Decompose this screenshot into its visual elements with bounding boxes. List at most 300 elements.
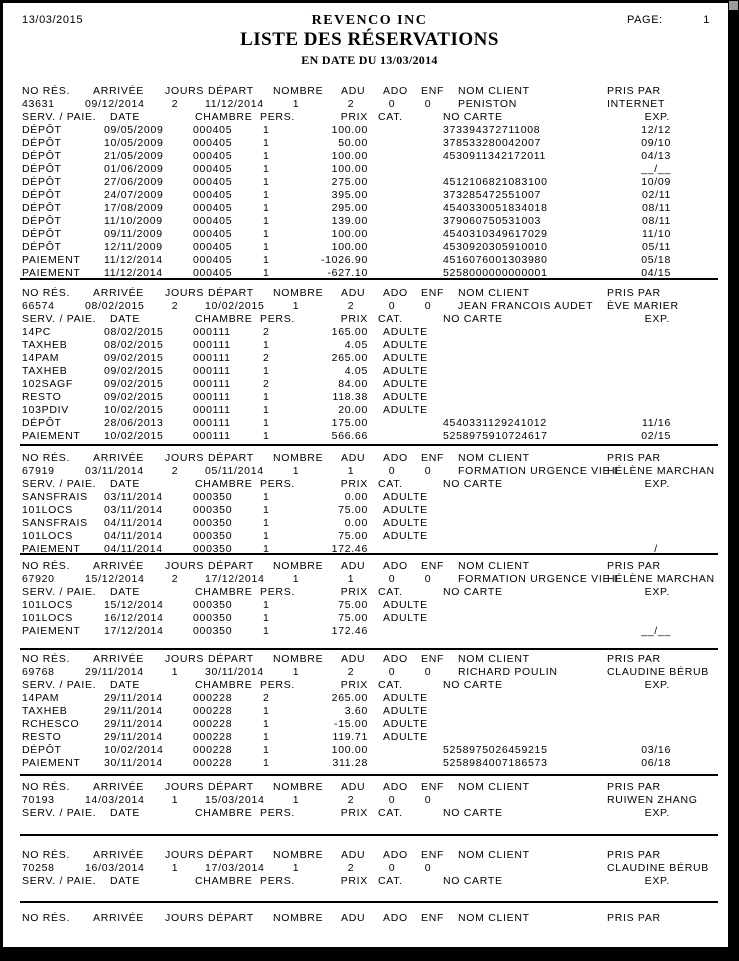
column-header-reservation-pris-par: PRIS PAR xyxy=(607,452,661,464)
column-header-reservation-nom-client: NOM CLIENT xyxy=(458,452,530,464)
detail-row-pers: 1 xyxy=(263,150,270,162)
detail-row-date: 10/02/2015 xyxy=(104,430,164,442)
column-header-detail-date: DATE xyxy=(110,313,141,325)
detail-row-exp: 02/11 xyxy=(642,189,671,201)
column-header-reservation-depart: DÉPART xyxy=(208,849,254,861)
detail-row-no-carte: 4540330051834018 xyxy=(443,202,548,214)
detail-row-no-carte: 378533280042007 xyxy=(443,137,542,149)
column-header-reservation-depart: DÉPART xyxy=(208,85,254,97)
reservation-row-pris-par: CLAUDINE BÉRUB xyxy=(607,666,709,678)
detail-row xyxy=(0,625,739,638)
column-header-detail-serv: SERV. / PAIE. xyxy=(22,807,97,819)
detail-row-prix: 84.00 xyxy=(338,378,368,390)
detail-row-chambre: 000350 xyxy=(193,517,233,529)
detail-row-exp: 11/16 xyxy=(642,417,671,429)
detail-row-prix: -1026.90 xyxy=(320,254,368,266)
detail-row-cat: ADULTE xyxy=(383,491,428,503)
column-header-detail-chambre: CHAMBRE xyxy=(195,586,253,598)
column-header-reservation-pris-par: PRIS PAR xyxy=(607,560,661,572)
detail-row xyxy=(0,228,739,241)
column-header-detail-prix: PRIX xyxy=(340,807,368,819)
column-header-reservation-enf: ENF xyxy=(421,781,445,793)
detail-row-pers: 1 xyxy=(263,625,270,637)
column-header-reservation-nombre: NOMBRE xyxy=(273,849,324,861)
detail-row-serv: 14PAM xyxy=(22,352,60,364)
detail-row xyxy=(0,241,739,254)
detail-row-date: 08/02/2015 xyxy=(104,326,164,338)
column-header-reservation-nombre: NOMBRE xyxy=(273,85,324,97)
detail-row-date: 27/06/2009 xyxy=(104,176,164,188)
detail-row-date: 09/11/2009 xyxy=(104,228,163,240)
column-header-reservation-nombre: NOMBRE xyxy=(273,287,324,299)
column-header-detail-chambre: CHAMBRE xyxy=(195,807,253,819)
column-header-detail-exp: EXP. xyxy=(644,111,670,123)
detail-row-serv: 101LOCS xyxy=(22,530,74,542)
reservation-row-nombre: 1 xyxy=(292,573,300,585)
detail-row-chambre: 000405 xyxy=(193,176,233,188)
reservation-row-pris-par: HÉLÈNE MARCHAN xyxy=(607,465,715,477)
detail-row-serv: 103PDIV xyxy=(22,404,69,416)
detail-row-chambre: 000111 xyxy=(193,339,231,351)
detail-row-no-carte: 373285472551007 xyxy=(443,189,542,201)
column-header-detail-chambre: CHAMBRE xyxy=(195,875,253,887)
block-separator xyxy=(20,901,718,903)
detail-row-exp: __/__ xyxy=(641,543,671,555)
column-header-reservation-adu: ADU xyxy=(341,560,366,572)
column-header-detail xyxy=(0,875,739,888)
column-header-reservation-nombre: NOMBRE xyxy=(273,452,324,464)
detail-row-chambre: 000350 xyxy=(193,491,233,503)
detail-row-serv: 101LOCS xyxy=(22,599,74,611)
reservation-row-no-res: 69768 xyxy=(22,666,55,678)
column-header-detail-no-carte: NO CARTE xyxy=(443,313,503,325)
detail-row-exp: 11/10 xyxy=(642,228,671,240)
column-header-reservation-no-res: NO RÉS. xyxy=(22,287,71,299)
column-header-reservation-arrivee: ARRIVÉE xyxy=(93,653,144,665)
detail-row-date: 08/02/2015 xyxy=(104,339,164,351)
detail-row-pers: 1 xyxy=(263,731,270,743)
detail-row-date: 29/11/2014 xyxy=(104,718,163,730)
column-header-detail-pers: PERS. xyxy=(260,111,296,123)
detail-row-chambre: 000350 xyxy=(193,504,233,516)
column-header-detail-chambre: CHAMBRE xyxy=(195,679,253,691)
detail-row-date: 03/11/2014 xyxy=(104,491,163,503)
column-header-detail-chambre: CHAMBRE xyxy=(195,111,253,123)
detail-row xyxy=(0,504,739,517)
column-header-reservation-pris-par: PRIS PAR xyxy=(607,849,661,861)
detail-row-chambre: 000405 xyxy=(193,215,233,227)
frame-edge-left xyxy=(0,0,3,961)
reservation-row-depart: 17/12/2014 xyxy=(205,573,265,585)
detail-row-pers: 1 xyxy=(263,137,270,149)
detail-row-prix: 100.00 xyxy=(331,228,368,240)
detail-row xyxy=(0,326,739,339)
block-separator xyxy=(20,444,718,446)
detail-row-chambre: 000111 xyxy=(193,430,231,442)
detail-row-date: 04/11/2014 xyxy=(104,543,163,555)
reservation-row-no-res: 66574 xyxy=(22,300,55,312)
detail-row-prix: 50.00 xyxy=(338,137,368,149)
print-date: 13/03/2015 xyxy=(22,14,84,26)
detail-row-serv: SANSFRAIS xyxy=(22,491,88,503)
detail-row-serv: PAIEMENT xyxy=(22,267,81,279)
column-header-reservation-depart: DÉPART xyxy=(208,781,254,793)
column-header-reservation-depart: DÉPART xyxy=(208,653,254,665)
detail-row-prix: 100.00 xyxy=(331,124,368,136)
column-header-reservation-nom-client: NOM CLIENT xyxy=(458,85,530,97)
detail-row-cat: ADULTE xyxy=(383,404,428,416)
detail-row-pers: 1 xyxy=(263,491,270,503)
column-header-reservation-enf: ENF xyxy=(421,452,445,464)
column-header-reservation-jours: JOURS xyxy=(165,560,205,572)
reservation-row-adu: 2 xyxy=(347,98,355,110)
detail-row-prix: 4.05 xyxy=(344,365,368,377)
reservation-row-no-res: 43631 xyxy=(22,98,55,110)
block-separator xyxy=(20,553,718,555)
detail-row-serv: DÉPÔT xyxy=(22,228,62,240)
detail-row-prix: 275.00 xyxy=(331,176,368,188)
detail-row-prix: 3.60 xyxy=(344,705,368,717)
detail-row xyxy=(0,404,739,417)
column-header-detail-date: DATE xyxy=(110,679,141,691)
column-header-reservation xyxy=(0,452,739,465)
column-header-reservation xyxy=(0,849,739,862)
reservation-row-enf: 0 xyxy=(424,300,432,312)
detail-row-date: 24/07/2009 xyxy=(104,189,164,201)
reservation-row xyxy=(0,98,739,111)
column-header-reservation-ado: ADO xyxy=(383,653,408,665)
column-header-detail-prix: PRIX xyxy=(340,679,368,691)
detail-row-pers: 1 xyxy=(263,517,270,529)
column-header-reservation-jours: JOURS xyxy=(165,452,205,464)
column-header-reservation-no-res: NO RÉS. xyxy=(22,560,71,572)
reservation-row-nombre: 1 xyxy=(292,794,300,806)
detail-row-prix: 0.00 xyxy=(344,491,368,503)
reservation-row-adu: 2 xyxy=(347,862,355,874)
detail-row-cat: ADULTE xyxy=(383,326,428,338)
detail-row-chambre: 000111 xyxy=(193,365,231,377)
detail-row xyxy=(0,365,739,378)
column-header-reservation-nom-client: NOM CLIENT xyxy=(458,287,530,299)
detail-row-no-carte: 4512106821083100 xyxy=(443,176,548,188)
detail-row-pers: 1 xyxy=(263,504,270,516)
detail-row-exp: 04/13 xyxy=(641,150,671,162)
detail-row-exp: 08/11 xyxy=(642,215,671,227)
column-header-reservation xyxy=(0,560,739,573)
detail-row-chambre: 000405 xyxy=(193,254,233,266)
detail-row-chambre: 000405 xyxy=(193,137,233,149)
reservation-row-arrivee: 14/03/2014 xyxy=(85,794,145,806)
detail-row-pers: 1 xyxy=(263,718,270,730)
column-header-reservation-adu: ADU xyxy=(341,452,366,464)
detail-row xyxy=(0,517,739,530)
reservation-row-jours: 1 xyxy=(171,862,179,874)
column-header-reservation-no-res: NO RÉS. xyxy=(22,452,71,464)
reservation-row-depart: 05/11/2014 xyxy=(205,465,264,477)
detail-row-pers: 1 xyxy=(263,254,270,266)
detail-row-serv: DÉPÔT xyxy=(22,417,62,429)
detail-row xyxy=(0,137,739,150)
detail-row-serv: TAXHEB xyxy=(22,365,68,377)
page-number: 1 xyxy=(703,14,710,26)
reservation-row xyxy=(0,862,739,875)
detail-row-prix: 566.66 xyxy=(331,430,368,442)
column-header-detail-cat: CAT. xyxy=(378,875,403,887)
column-header-reservation-arrivee: ARRIVÉE xyxy=(93,912,144,924)
detail-row-chambre: 000405 xyxy=(193,124,233,136)
column-header-reservation-no-res: NO RÉS. xyxy=(22,912,71,924)
column-header-detail-exp: EXP. xyxy=(644,586,670,598)
detail-row-exp: 03/16 xyxy=(641,744,671,756)
column-header-detail-no-carte: NO CARTE xyxy=(443,875,503,887)
detail-row-pers: 2 xyxy=(263,326,270,338)
column-header-reservation-arrivee: ARRIVÉE xyxy=(93,781,144,793)
column-header-reservation-arrivee: ARRIVÉE xyxy=(93,452,144,464)
reservation-row-enf: 0 xyxy=(424,794,432,806)
column-header-detail-date: DATE xyxy=(110,875,141,887)
detail-row xyxy=(0,599,739,612)
column-header-reservation-no-res: NO RÉS. xyxy=(22,653,71,665)
detail-row-prix: 0.00 xyxy=(344,517,368,529)
detail-row-prix: 139.00 xyxy=(331,215,368,227)
column-header-reservation-jours: JOURS xyxy=(165,781,205,793)
column-header-reservation xyxy=(0,781,739,794)
detail-row-pers: 1 xyxy=(263,241,270,253)
column-header-reservation-ado: ADO xyxy=(383,452,408,464)
detail-row-pers: 1 xyxy=(263,163,270,175)
reservation-row-nom-client: PENISTON xyxy=(458,98,518,110)
detail-row xyxy=(0,163,739,176)
detail-row-date: 12/11/2009 xyxy=(104,241,163,253)
detail-row-cat: ADULTE xyxy=(383,530,428,542)
block-separator xyxy=(20,774,718,776)
reservation-row-adu: 1 xyxy=(347,465,355,477)
detail-row-no-carte: 4540331129241012 xyxy=(443,417,547,429)
column-header-reservation-nombre: NOMBRE xyxy=(273,653,324,665)
column-header-reservation-adu: ADU xyxy=(341,849,366,861)
detail-row-cat: ADULTE xyxy=(383,599,428,611)
detail-row-chambre: 000405 xyxy=(193,150,233,162)
column-header-reservation-jours: JOURS xyxy=(165,912,205,924)
detail-row xyxy=(0,612,739,625)
detail-row-chambre: 000111 xyxy=(193,326,231,338)
column-header-reservation-nom-client: NOM CLIENT xyxy=(458,849,530,861)
detail-row-pers: 1 xyxy=(263,189,270,201)
column-header-reservation-depart: DÉPART xyxy=(208,560,254,572)
detail-row-date: 29/11/2014 xyxy=(104,731,163,743)
detail-row-prix: 265.00 xyxy=(331,692,368,704)
column-header-reservation-pris-par: PRIS PAR xyxy=(607,653,661,665)
reservation-row-enf: 0 xyxy=(424,465,432,477)
column-header-reservation xyxy=(0,653,739,666)
detail-row-serv: RESTO xyxy=(22,391,62,403)
reservation-row-ado: 0 xyxy=(388,465,396,477)
detail-row-serv: DÉPÔT xyxy=(22,189,62,201)
scrollbar-corner-notch xyxy=(729,1,738,10)
column-header-reservation-arrivee: ARRIVÉE xyxy=(93,287,144,299)
detail-row-chambre: 000405 xyxy=(193,267,233,279)
detail-row-exp: 10/09 xyxy=(641,176,671,188)
detail-row-serv: DÉPÔT xyxy=(22,241,62,253)
company-name: REVENCO INC xyxy=(311,13,428,28)
detail-row-serv: 14PAM xyxy=(22,692,60,704)
detail-row-date: 11/10/2009 xyxy=(104,215,163,227)
reservation-row-adu: 1 xyxy=(347,573,355,585)
detail-row-exp: 06/18 xyxy=(641,757,671,769)
column-header-reservation-ado: ADO xyxy=(383,912,408,924)
column-header-reservation xyxy=(0,85,739,98)
detail-row-date: 09/02/2015 xyxy=(104,352,164,364)
reservation-row-arrivee: 03/11/2014 xyxy=(85,465,144,477)
detail-row-pers: 1 xyxy=(263,365,270,377)
reservation-row-nombre: 1 xyxy=(292,862,300,874)
column-header-reservation-pris-par: PRIS PAR xyxy=(607,912,661,924)
column-header-detail-cat: CAT. xyxy=(378,478,403,490)
column-header-reservation xyxy=(0,912,739,925)
reservation-row-jours: 2 xyxy=(171,573,179,585)
column-header-detail-prix: PRIX xyxy=(340,875,368,887)
detail-row xyxy=(0,202,739,215)
detail-row-exp: __/__ xyxy=(641,625,671,637)
detail-row xyxy=(0,378,739,391)
column-header-reservation-nom-client: NOM CLIENT xyxy=(458,653,530,665)
detail-row-chambre: 000350 xyxy=(193,530,233,542)
reservation-row-nombre: 1 xyxy=(292,465,300,477)
detail-row-prix: -15.00 xyxy=(334,718,368,730)
column-header-detail-serv: SERV. / PAIE. xyxy=(22,478,97,490)
reservation-row-pris-par: ÈVE MARIER xyxy=(607,300,679,312)
reservation-row-ado: 0 xyxy=(388,98,396,110)
column-header-reservation-no-res: NO RÉS. xyxy=(22,849,71,861)
detail-row-cat: ADULTE xyxy=(383,517,428,529)
detail-row-pers: 1 xyxy=(263,744,270,756)
column-header-reservation-enf: ENF xyxy=(421,653,445,665)
reservation-row-depart: 10/02/2015 xyxy=(205,300,265,312)
detail-row-prix: 75.00 xyxy=(338,530,368,542)
detail-row xyxy=(0,705,739,718)
detail-row-serv: TAXHEB xyxy=(22,705,68,717)
detail-row-pers: 1 xyxy=(263,543,270,555)
column-header-detail-no-carte: NO CARTE xyxy=(443,807,503,819)
detail-row-prix: 295.00 xyxy=(331,202,368,214)
detail-row xyxy=(0,150,739,163)
column-header-detail-prix: PRIX xyxy=(340,586,368,598)
reservation-row-adu: 2 xyxy=(347,666,355,678)
column-header-reservation-depart: DÉPART xyxy=(208,452,254,464)
reservation-row-arrivee: 16/03/2014 xyxy=(85,862,145,874)
column-header-reservation-pris-par: PRIS PAR xyxy=(607,781,661,793)
reservation-row-enf: 0 xyxy=(424,98,432,110)
column-header-detail-pers: PERS. xyxy=(260,807,296,819)
detail-row-exp: __/__ xyxy=(641,163,671,175)
block-separator xyxy=(20,278,718,280)
detail-row-cat: ADULTE xyxy=(383,352,428,364)
detail-row-date: 15/12/2014 xyxy=(104,599,164,611)
detail-row-chambre: 000228 xyxy=(193,705,233,717)
detail-row xyxy=(0,530,739,543)
detail-row-date: 09/02/2015 xyxy=(104,391,164,403)
frame-edge-top xyxy=(0,0,739,3)
reservation-row-no-res: 70193 xyxy=(22,794,55,806)
column-header-reservation-enf: ENF xyxy=(421,287,445,299)
column-header-reservation-adu: ADU xyxy=(341,85,366,97)
reservation-row-no-res: 67920 xyxy=(22,573,55,585)
reservation-row-depart: 17/03/2014 xyxy=(205,862,265,874)
reservation-row-no-res: 67919 xyxy=(22,465,55,477)
detail-row-prix: 100.00 xyxy=(331,744,368,756)
column-header-reservation-adu: ADU xyxy=(341,781,366,793)
reservation-row-depart: 30/11/2014 xyxy=(205,666,264,678)
detail-row-serv: DÉPÔT xyxy=(22,150,62,162)
reservation-row-nombre: 1 xyxy=(292,98,300,110)
detail-row-no-carte: 5258975910724617 xyxy=(443,430,548,442)
column-header-reservation-jours: JOURS xyxy=(165,85,205,97)
block-separator xyxy=(20,834,718,836)
detail-row-serv: DÉPÔT xyxy=(22,202,62,214)
detail-row-serv: DÉPÔT xyxy=(22,137,62,149)
column-header-reservation-enf: ENF xyxy=(421,912,445,924)
detail-row-prix: 75.00 xyxy=(338,504,368,516)
column-header-reservation-jours: JOURS xyxy=(165,287,205,299)
report-subtitle: EN DATE DU 13/03/2014 xyxy=(301,53,438,67)
detail-row xyxy=(0,391,739,404)
detail-row-prix: 119.71 xyxy=(332,731,368,743)
column-header-reservation-nom-client: NOM CLIENT xyxy=(458,781,530,793)
reservation-row-no-res: 70258 xyxy=(22,862,55,874)
column-header-reservation-arrivee: ARRIVÉE xyxy=(93,560,144,572)
detail-row-serv: TAXHEB xyxy=(22,339,68,351)
reservation-row-nom-client: FORMATION URGENCE VIE I xyxy=(458,465,618,477)
detail-row-date: 09/02/2015 xyxy=(104,378,164,390)
detail-row-serv: PAIEMENT xyxy=(22,757,81,769)
detail-row-date: 28/06/2013 xyxy=(104,417,164,429)
detail-row xyxy=(0,352,739,365)
reservation-row-nombre: 1 xyxy=(292,300,300,312)
detail-row-no-carte: 5258984007186573 xyxy=(443,757,548,769)
column-header-reservation-adu: ADU xyxy=(341,653,366,665)
column-header-reservation-nombre: NOMBRE xyxy=(273,560,324,572)
detail-row-pers: 1 xyxy=(263,417,270,429)
detail-row-no-carte: 379060750531003 xyxy=(443,215,542,227)
reservation-row-arrivee: 08/02/2015 xyxy=(85,300,145,312)
detail-row-serv: RCHESCO xyxy=(22,718,80,730)
column-header-reservation xyxy=(0,287,739,300)
detail-row-pers: 1 xyxy=(263,430,270,442)
reservation-row xyxy=(0,794,739,807)
detail-row-prix: 395.00 xyxy=(331,189,368,201)
reservation-row xyxy=(0,465,739,478)
detail-row-no-carte: 4530920305910010 xyxy=(443,241,548,253)
detail-row-pers: 1 xyxy=(263,612,270,624)
column-header-detail-pers: PERS. xyxy=(260,313,296,325)
column-header-detail-pers: PERS. xyxy=(260,875,296,887)
column-header-detail-exp: EXP. xyxy=(644,679,670,691)
reservation-row-jours: 2 xyxy=(171,300,179,312)
column-header-detail-cat: CAT. xyxy=(378,313,403,325)
detail-row xyxy=(0,718,739,731)
reservation-row-pris-par: HÉLÈNE MARCHAN xyxy=(607,573,715,585)
column-header-detail xyxy=(0,679,739,692)
detail-row-pers: 1 xyxy=(263,599,270,611)
reservation-row-adu: 2 xyxy=(347,794,355,806)
detail-row-date: 03/11/2014 xyxy=(104,504,163,516)
column-header-reservation-enf: ENF xyxy=(421,85,445,97)
detail-row-chambre: 000350 xyxy=(193,599,233,611)
column-header-reservation-jours: JOURS xyxy=(165,653,205,665)
detail-row-no-carte: 4516076001303980 xyxy=(443,254,548,266)
frame-edge-bottom xyxy=(0,947,739,961)
detail-row-pers: 1 xyxy=(263,530,270,542)
